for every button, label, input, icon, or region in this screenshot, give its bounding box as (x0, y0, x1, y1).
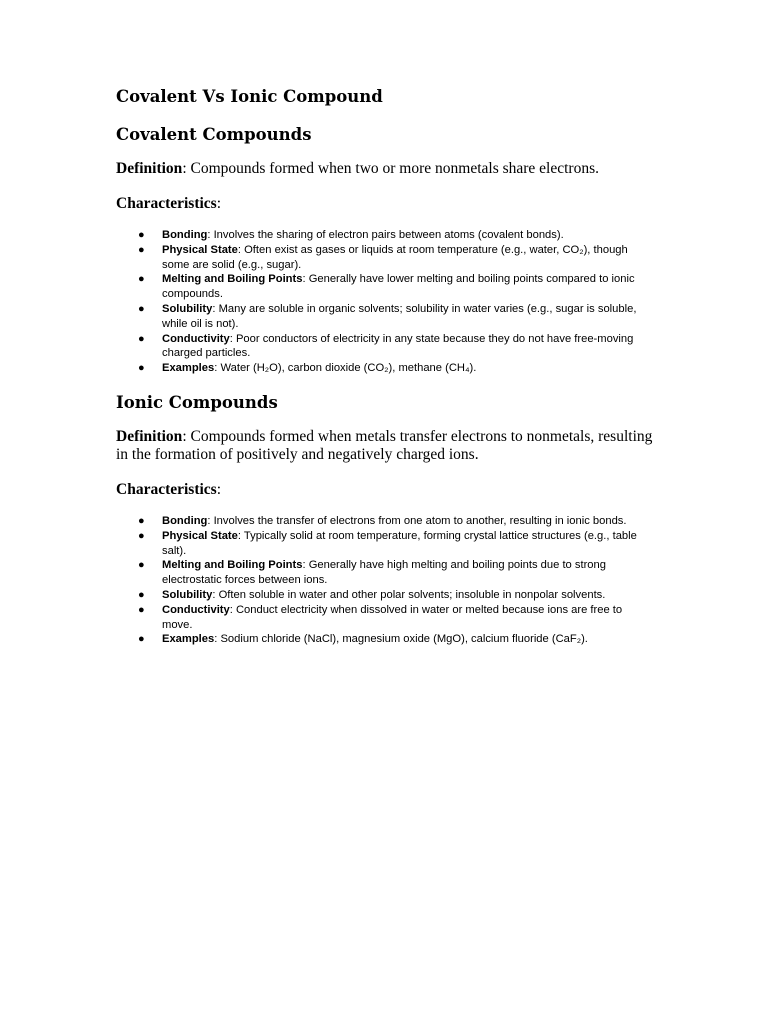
bullet-icon: ● (138, 633, 145, 646)
bullet-icon: ● (138, 514, 145, 527)
characteristics-list (116, 514, 661, 647)
item-text: Water (H₂O), carbon dioxide (CO₂), methane (CH₄). (220, 362, 477, 375)
item-text: Conduct electricity when dissolved in water or melted because ions are free to move. (162, 603, 623, 631)
item-text: Many are soluble in organic solvents; solubility in water varies (e.g., sugar is soluble, while oil is not). (162, 302, 637, 330)
item-term: Melting and Boiling Points (162, 559, 303, 572)
item-text: Poor conductors of electricity in any state because they do not have free-moving charged particles. (162, 332, 634, 360)
bullet-icon: ● (138, 559, 145, 572)
list-item: ● Physical State: Often exist as gases or liquids at room temperature (e.g., water, CO₂), though some are solid (e.g., sugar). (138, 243, 628, 271)
section-heading: Ionic Compounds (116, 392, 278, 412)
section-ionic (116, 390, 661, 647)
item-term: Bonding (162, 229, 208, 241)
list-item: ● Conductivity: Poor conductors of electricity in any state because they do not have free-moving charged particles. (138, 332, 634, 360)
item-term: Examples (162, 633, 215, 646)
bullet-icon: ● (138, 362, 145, 375)
characteristics-heading: Characteristics: (116, 195, 222, 212)
definition-text: Compounds formed when two or more nonmetals share electrons. (190, 160, 600, 177)
item-term: Conductivity (162, 603, 230, 616)
document-title: Covalent Vs Ionic Compound (116, 87, 383, 106)
item-text: Generally have high melting and boiling points due to strong electrostatic forces between ions. (162, 559, 606, 587)
section-covalent (116, 122, 661, 376)
document-page (116, 84, 661, 661)
bullet-icon: ● (138, 529, 145, 542)
item-text: Often soluble in water and other polar solvents; insoluble in nonpolar solvents. (218, 588, 606, 601)
item-text: Generally have lower melting and boiling points compared to ionic compounds. (162, 273, 635, 301)
list-item: ● Conductivity: Conduct electricity when dissolved in water or melted because ions are free to move. (138, 603, 623, 631)
item-text: Involves the sharing of electron pairs between atoms (covalent bonds). (213, 229, 564, 241)
bullet-icon: ● (138, 603, 145, 616)
list-item: ● Melting and Boiling Points: Generally have high melting and boiling points due to strong electrostatic forces between ions. (138, 559, 606, 587)
list-item: ● Solubility: Many are soluble in organic solvents; solubility in water varies (e.g., sugar is soluble, while oil is not). (138, 302, 637, 330)
item-term: Examples (162, 362, 215, 375)
bullet-icon: ● (138, 302, 145, 315)
bullet-icon: ● (138, 588, 145, 601)
list-item: ● Examples: Water (H₂O), carbon dioxide (CO₂), methane (CH₄). (138, 362, 477, 375)
bullet-icon: ● (138, 273, 145, 286)
definition-text: Compounds formed when metals transfer electrons to nonmetals, resulting in the formation of positively and negatively charged ions. (116, 427, 653, 463)
definition-paragraph: Definition: Compounds formed when metals transfer electrons to nonmetals, resulting in the formation of positively and negatively charged ions. (116, 427, 653, 463)
item-term: Bonding (162, 514, 208, 527)
definition-label: Definition (116, 427, 183, 445)
list-item: ● Solubility: Often soluble in water and other polar solvents; insoluble in nonpolar solvents. (138, 588, 606, 601)
item-text: Sodium chloride (NaCl), magnesium oxide (MgO), calcium fluoride (CaF₂). (220, 633, 588, 646)
characteristics-list (116, 228, 661, 376)
characteristics-label: Characteristics (116, 195, 217, 212)
item-term: Solubility (162, 302, 213, 315)
definition-paragraph: Definition: Compounds formed when two or more nonmetals share electrons. (116, 160, 600, 177)
bullet-icon: ● (138, 243, 145, 256)
item-term: Conductivity (162, 332, 230, 345)
bullet-icon: ● (138, 332, 145, 345)
list-item: ● Bonding: Involves the transfer of electrons from one atom to another, resulting in ionic bonds. (138, 514, 627, 527)
item-term: Solubility (162, 588, 213, 601)
list-item: ● Physical State: Typically solid at room temperature, forming crystal lattice structures (e.g., table salt). (138, 529, 637, 557)
item-text: Typically solid at room temperature, forming crystal lattice structures (e.g., table salt). (162, 529, 637, 557)
item-term: Physical State (162, 243, 238, 256)
bullet-icon: ● (138, 229, 145, 241)
characteristics-heading: Characteristics: (116, 480, 222, 498)
definition-label: Definition (116, 160, 183, 177)
section-heading: Covalent Compounds (116, 125, 312, 144)
list-item: ● Examples: Sodium chloride (NaCl), magnesium oxide (MgO), calcium fluoride (CaF₂). (138, 633, 588, 646)
item-text: Involves the transfer of electrons from one atom to another, resulting in ionic bonds. (213, 514, 627, 527)
item-text: Often exist as gases or liquids at room temperature (e.g., water, CO₂), though some are solid (e.g., sugar). (162, 243, 628, 271)
item-term: Physical State (162, 529, 238, 542)
list-item: ● Bonding: Involves the sharing of electron pairs between atoms (covalent bonds). (138, 229, 564, 241)
item-term: Melting and Boiling Points (162, 273, 303, 286)
list-item: ● Melting and Boiling Points: Generally have lower melting and boiling points compared to ionic compounds. (138, 273, 635, 301)
characteristics-label: Characteristics (116, 480, 217, 498)
